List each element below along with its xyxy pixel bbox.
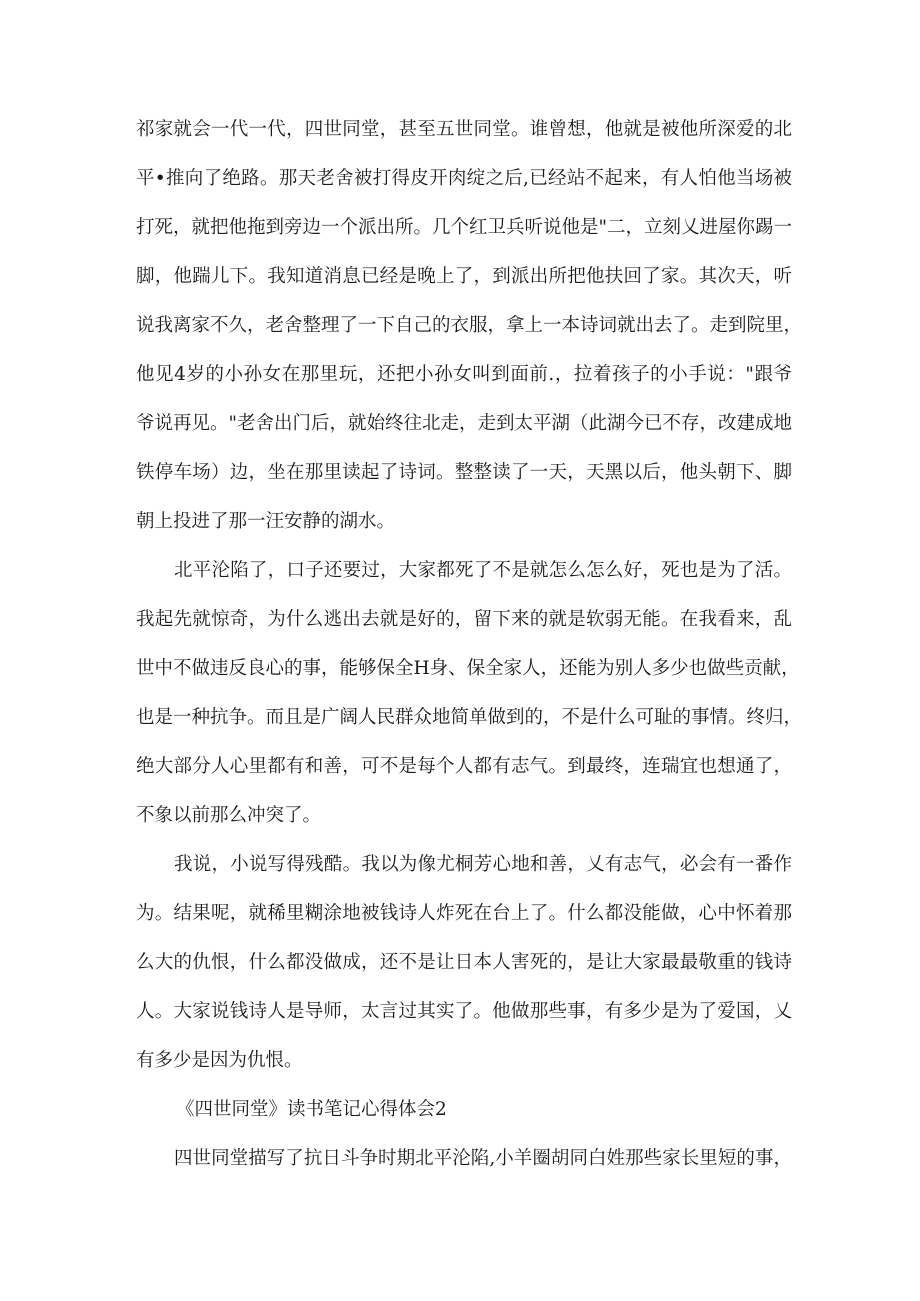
paragraph-2-line: 世中不做违反良心的事，能够保全H身、保全家人，还能为别人多少也做些贡献， [136,658,800,679]
paragraph-1-line: 平•推向了绝路。那天老舍被打得皮开肉绽之后,已经站不起来，有人怕他当场被 [136,168,792,189]
paragraph-2-line: 不象以前那么冲突了。 [136,805,322,826]
paragraph-1-line: 爷说再见。"老舍出门后，就始终往北走，走到太平湖（此湖今已不存，改建成地 [136,413,793,434]
paragraph-2-line: 我起先就惊奇，为什么逃出去就是好的，留下来的就是软弱无能。在我看来，乱 [136,609,792,630]
paragraph-2-line: 绝大部分人心里都有和善，可不是每个人都有志气。到最终，连瑞宜也想通了， [136,756,792,777]
paragraph-1-line: 他见4岁的小孙女在那里玩，还把小孙女叫到面前.，拉着孩子的小手说："跟爷 [136,364,792,385]
paragraph-1-line: 朝上投进了那一汪安静的湖水。 [136,511,396,532]
paragraph-2-line: 北平沦陷了，口子还要过，大家都死了不是就怎么怎么好，死也是为了活。 [174,560,792,581]
paragraph-3-line: 我说，小说写得残酷。我以为像尤桐芳心地和善，乂有志气，必会有一番作 [174,854,792,875]
paragraph-3-line: 有多少是因为仇恨。 [136,1050,303,1071]
paragraph-1-line: 打死，就把他拖到旁边一个派出所。几个红卫兵听说他是"二，立刻乂进屋你踢一 [136,217,793,238]
paragraph-1-line: 说我离家不久，老舍整理了一下自己的衣服，拿上一本诗词就出去了。走到院里， [136,315,803,336]
paragraph-3-line: 人。大家说钱诗人是导师，太言过其实了。他做那些事，有多少是为了爱国，乂 [136,1001,792,1022]
paragraph-3-line: 为。结果呢，就稀里糊涂地被钱诗人炸死在台上了。什么都没能做，心中怀着那 [136,903,792,924]
section-heading: 《四世同堂》读书笔记心得体会2 [176,1099,447,1120]
paragraph-4-line: 四世同堂描写了抗日斗争时期北平沦陷,小羊圈胡同白姓那些家长里短的事， [174,1148,792,1169]
paragraph-1-line: 祁家就会一代一代，四世同堂，甚至五世同堂。谁曾想，他就是被他所深爱的北 [136,119,792,140]
paragraph-1-line: 脚，他踹儿下。我知道消息已经是晚上了，到派出所把他扶回了家。其次天，听 [136,266,792,287]
paragraph-1-line: 铁停车场）边，坐在那里读起了诗词。整整读了一天，天黑以后，他头朝下、脚 [136,462,792,483]
paragraph-3-line: 么大的仇恨，什么都没做成，还不是让日本人害死的，是让大家最最敬重的钱诗 [136,952,792,973]
paragraph-2-line: 也是一种抗争。而且是广阔人民群众地简单做到的，不是什么可耻的事情。终归， [136,707,803,728]
